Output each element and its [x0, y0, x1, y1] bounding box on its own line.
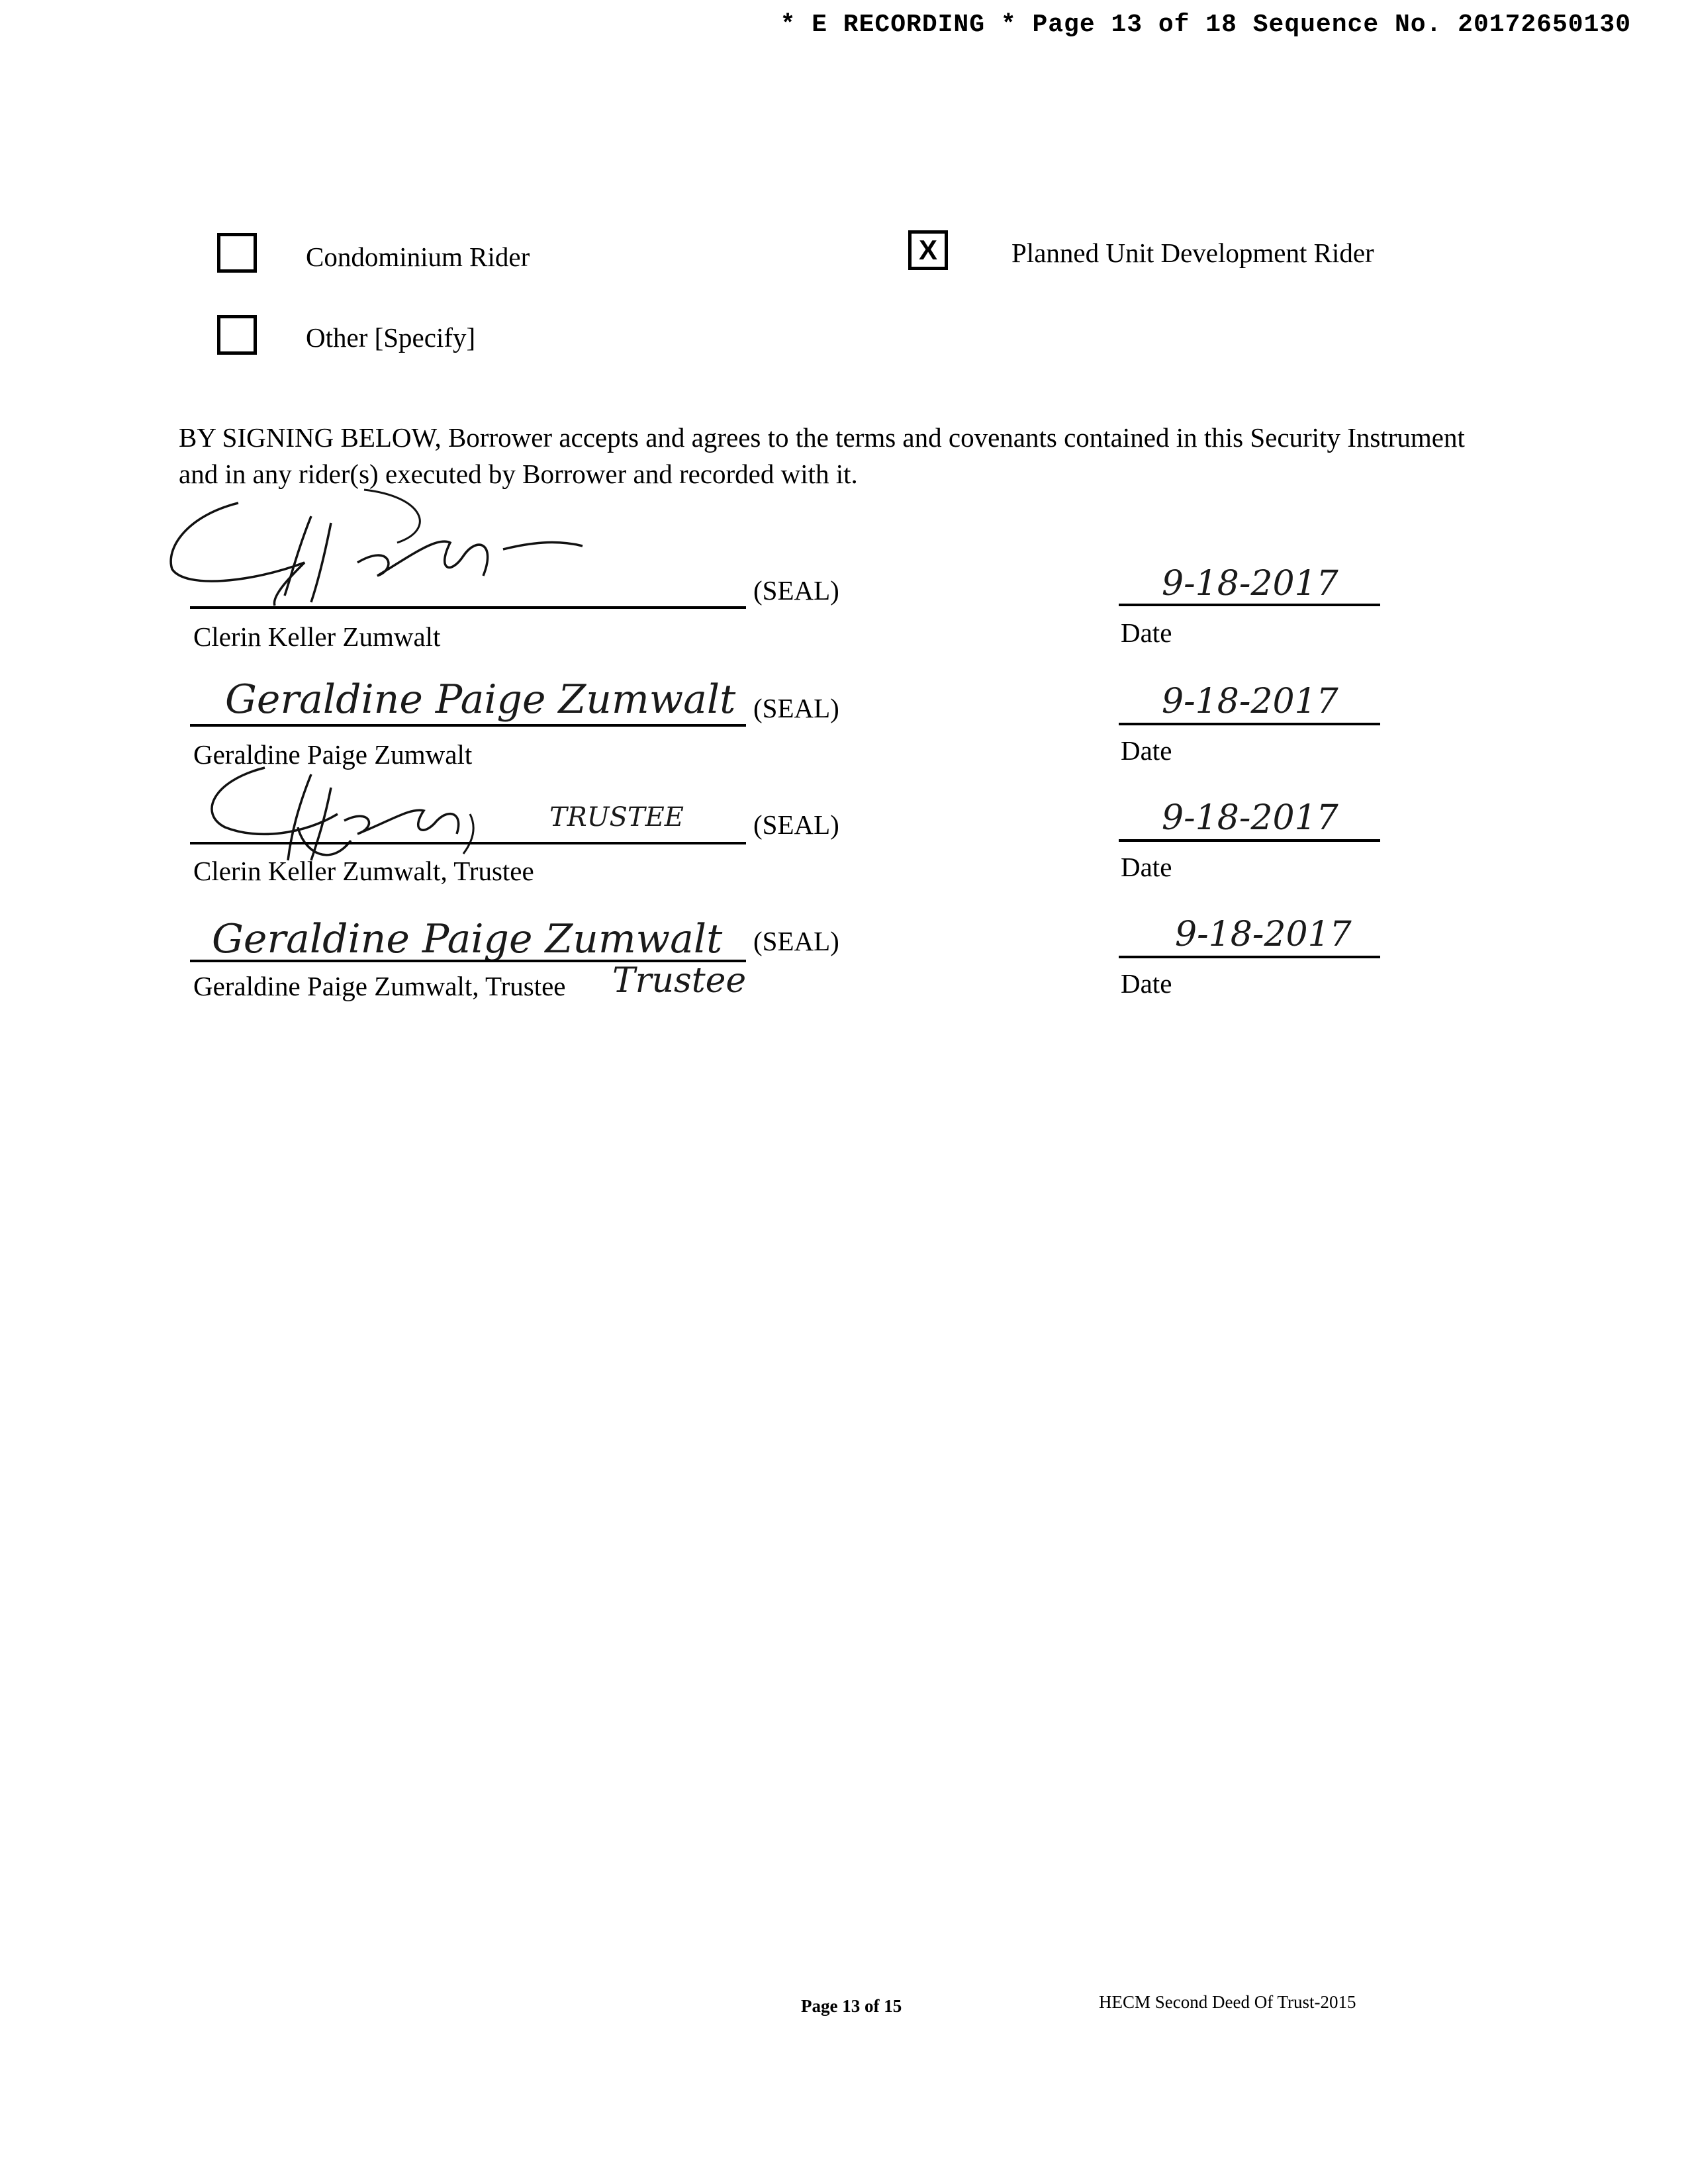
agreement-paragraph: BY SIGNING BELOW, Borrower accepts and agrees to the terms and covenants contained in this Security Instrument and in any rider(s) executed by Borrower and recorded with it. — [179, 422, 1465, 489]
pud-rider-checkbox[interactable] — [908, 230, 948, 270]
signer-name: Geraldine Paige Zumwalt, Trustee — [193, 971, 566, 1001]
seal-label: (SEAL) — [753, 693, 839, 723]
signature-line — [190, 842, 746, 844]
condominium-rider-label: Condominium Rider — [306, 242, 530, 272]
pud-rider-label: Planned Unit Development Rider — [1011, 238, 1374, 268]
handwritten-date: 9-18-2017 — [1162, 564, 1338, 604]
signature-line — [190, 724, 746, 727]
signature-line — [190, 606, 746, 609]
condominium-rider-checkbox[interactable] — [217, 233, 257, 273]
signer-name: Geraldine Paige Zumwalt — [193, 739, 473, 770]
signer-name: Clerin Keller Zumwalt, Trustee — [193, 856, 534, 886]
checkbox-x-mark: X — [918, 234, 937, 265]
date-line — [1119, 723, 1380, 725]
handwritten-date: 9-18-2017 — [1162, 798, 1338, 838]
signer-name: Clerin Keller Zumwalt — [193, 621, 441, 652]
recording-header: * E RECORDING * Page 13 of 18 Sequence No. 20172650130 — [780, 11, 1631, 39]
seal-label: (SEAL) — [753, 926, 839, 956]
signature-clerin-keller-zumwalt-trustee — [199, 761, 569, 867]
handwritten-trustee-note: TRUSTEE — [549, 802, 684, 833]
date-line — [1119, 604, 1380, 606]
handwritten-signature: Geraldine Paige Zumwalt — [212, 916, 723, 962]
seal-label: (SEAL) — [753, 575, 839, 606]
date-line — [1119, 956, 1380, 958]
handwritten-date: 9-18-2017 — [1175, 915, 1352, 954]
date-label: Date — [1121, 968, 1172, 999]
seal-label: (SEAL) — [753, 809, 839, 840]
other-rider-label: Other [Specify] — [306, 322, 476, 353]
other-rider-checkbox[interactable] — [217, 315, 257, 355]
date-label: Date — [1121, 852, 1172, 882]
date-label: Date — [1121, 617, 1172, 648]
handwritten-signature: Geraldine Paige Zumwalt — [225, 676, 736, 723]
date-label: Date — [1121, 735, 1172, 766]
handwritten-date: 9-18-2017 — [1162, 682, 1338, 721]
date-line — [1119, 839, 1380, 842]
page-number: Page 13 of 15 — [801, 1996, 902, 2016]
signature-clerin-keller-zumwalt — [159, 477, 609, 609]
form-name: HECM Second Deed Of Trust-2015 — [1099, 1992, 1356, 2012]
handwritten-trustee-annotation: Trustee — [612, 961, 747, 1001]
